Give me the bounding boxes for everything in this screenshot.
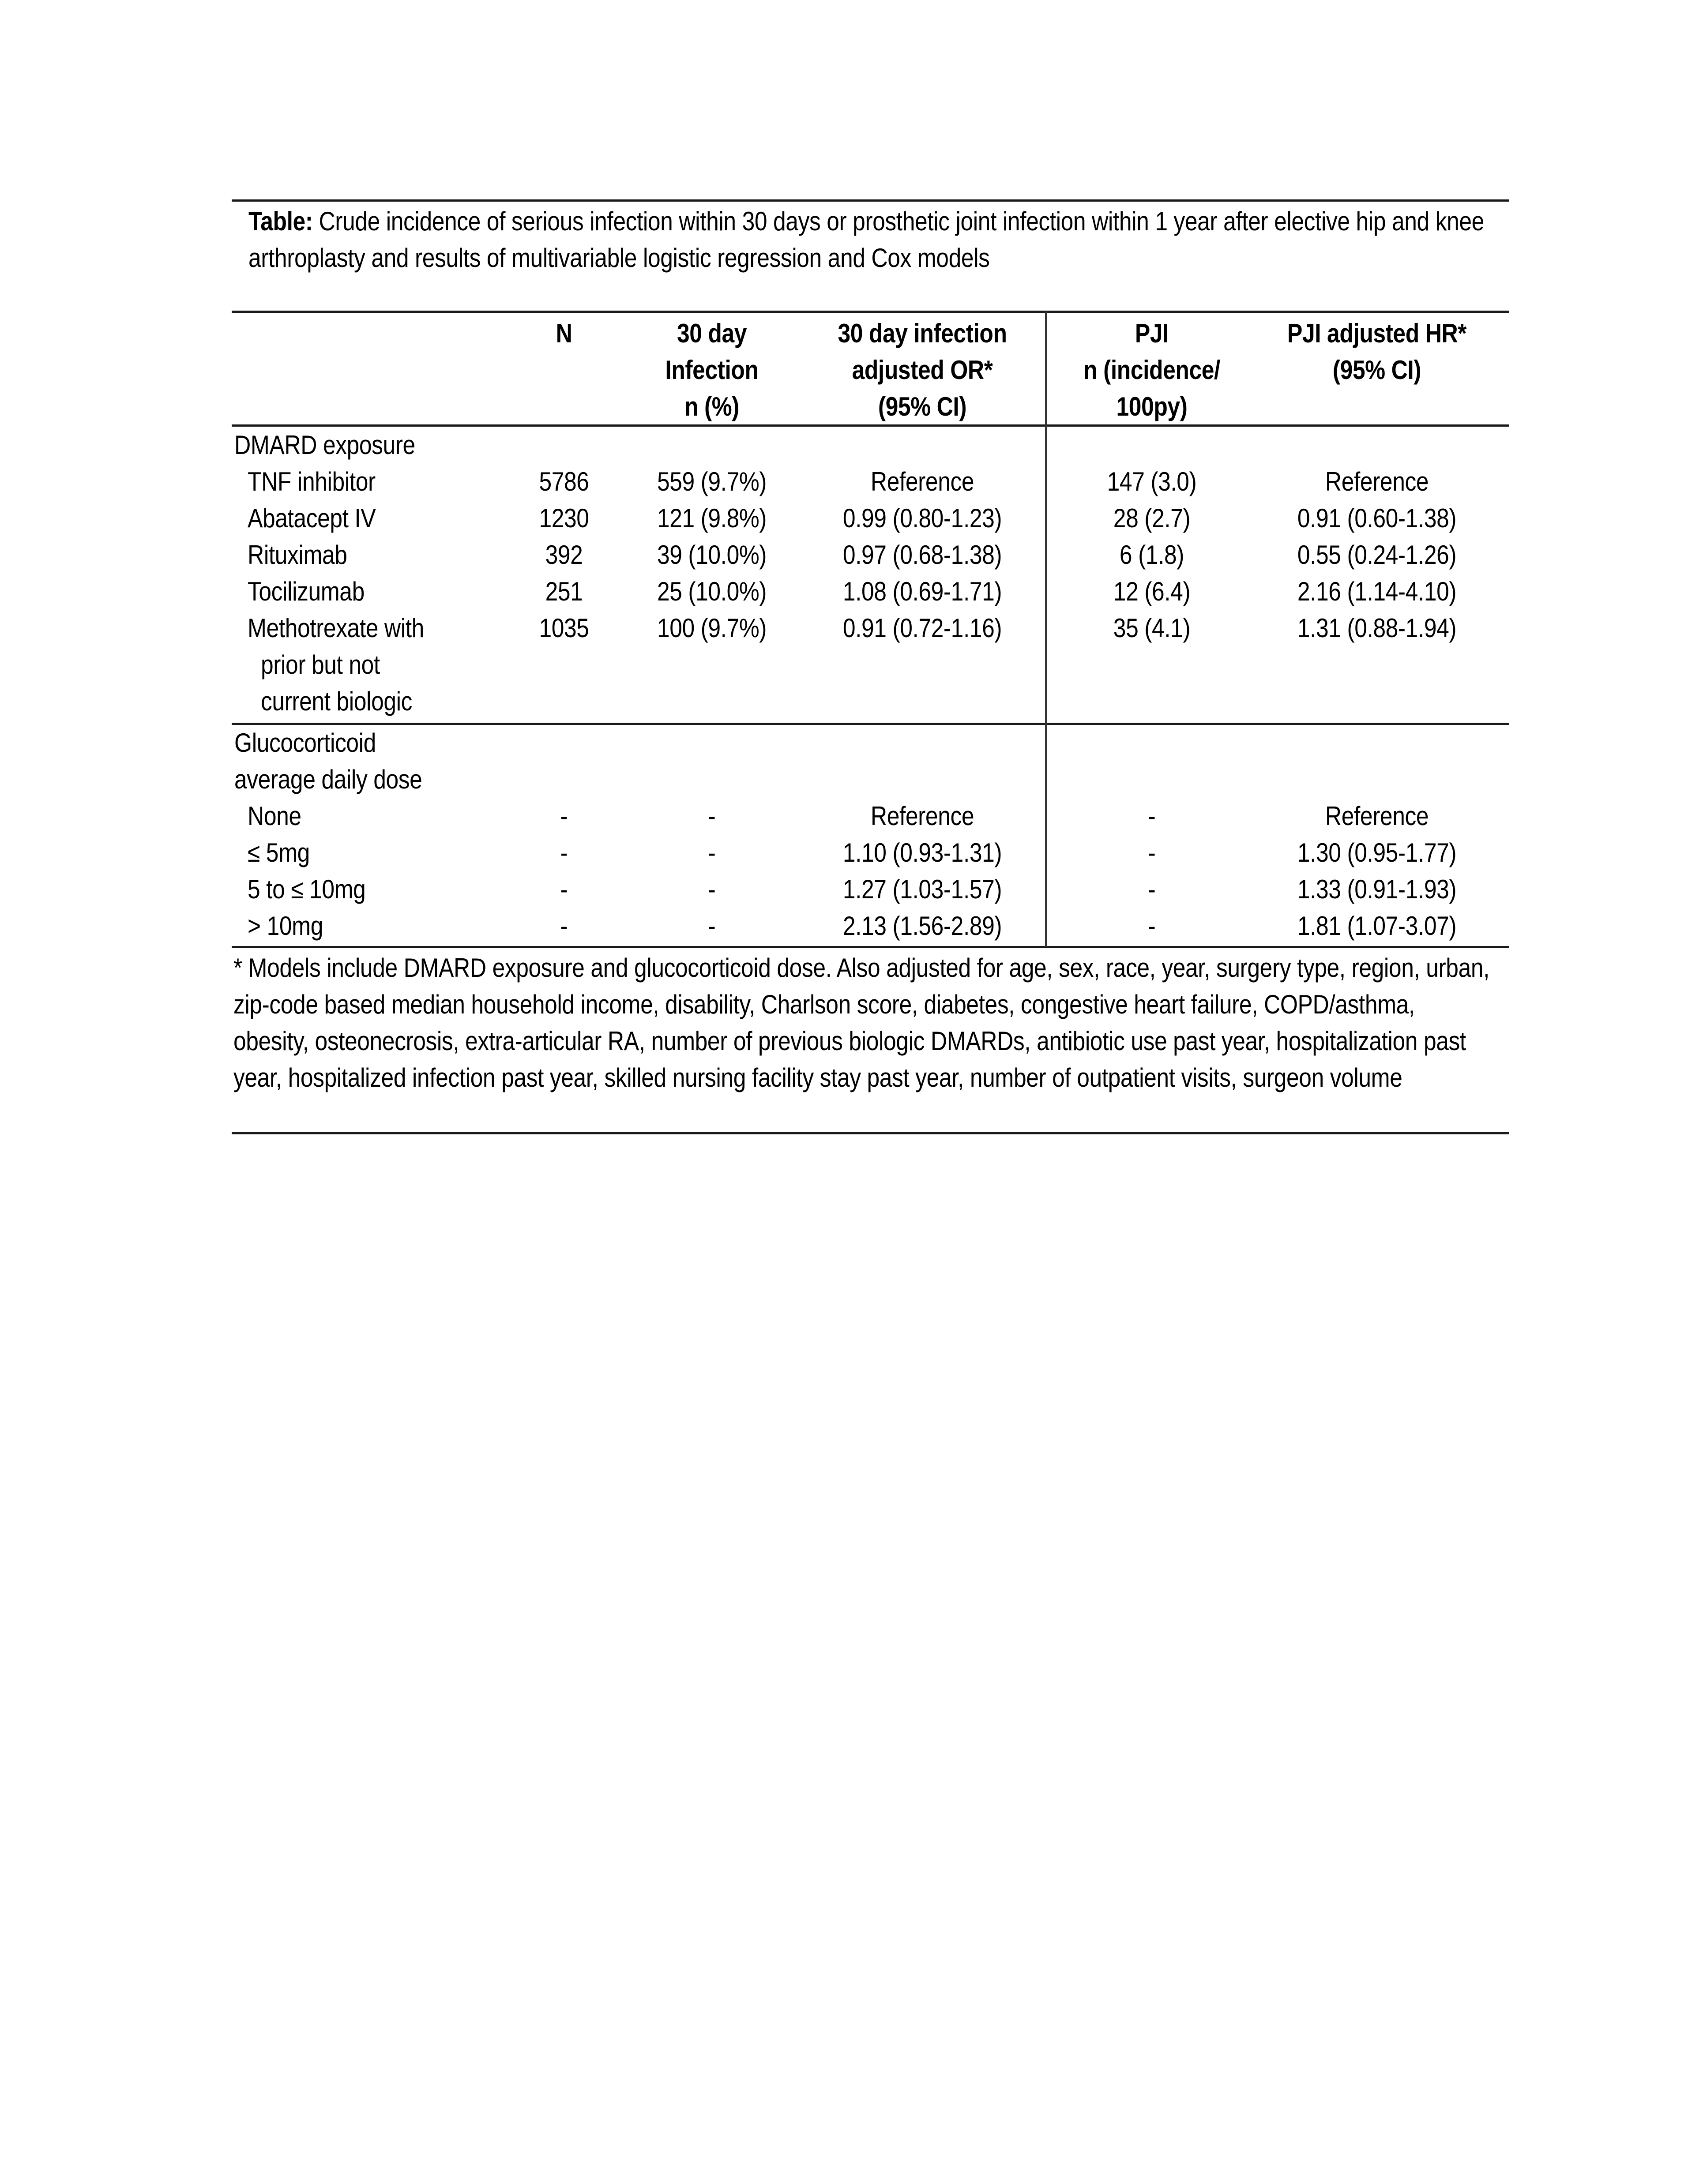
column-header-inf30: Infection bbox=[665, 355, 759, 385]
cell-or: 0.99 (0.80-1.23) bbox=[842, 503, 1002, 533]
cell-pji: 35 (4.1) bbox=[1113, 613, 1191, 643]
column-header-pji: n (incidence/ bbox=[1083, 355, 1220, 385]
cell-inf30: 100 (9.7%) bbox=[657, 613, 767, 643]
cell-inf30: 121 (9.8%) bbox=[657, 503, 767, 533]
column-header-hr: PJI adjusted HR* bbox=[1287, 319, 1467, 348]
section-title: Glucocorticoid bbox=[234, 728, 376, 758]
cell-or: Reference bbox=[870, 467, 974, 496]
cell-n: 392 bbox=[545, 540, 583, 570]
cell-n: 5786 bbox=[539, 467, 589, 496]
cell-inf30: 39 (10.0%) bbox=[657, 540, 767, 570]
cell-or: 1.10 (0.93-1.31) bbox=[842, 838, 1002, 867]
column-header-pji: PJI bbox=[1135, 319, 1169, 348]
section-title: average daily dose bbox=[234, 765, 422, 794]
cell-hr: Reference bbox=[1325, 801, 1429, 831]
cell-n: - bbox=[560, 874, 568, 904]
cell-or: Reference bbox=[870, 801, 974, 831]
column-header-inf30: 30 day bbox=[677, 319, 747, 348]
cell-hr: 1.31 (0.88-1.94) bbox=[1297, 613, 1457, 643]
column-header-inf30: n (%) bbox=[684, 392, 739, 421]
row-label: Tocilizumab bbox=[248, 577, 365, 606]
cell-n: - bbox=[560, 801, 568, 831]
cell-n: 251 bbox=[545, 577, 583, 606]
column-header-or: (95% CI) bbox=[878, 392, 967, 421]
row-label: Methotrexate with bbox=[248, 613, 424, 643]
row-label: Rituximab bbox=[248, 540, 347, 570]
caption-text: Crude incidence of serious infection within 30 days or prosthetic joint infection within 1 year after elective hip and knee arthroplasty and results of multivariable logistic regression and Cox models bbox=[248, 206, 1484, 273]
cell-inf30: - bbox=[708, 874, 716, 904]
row-label: 5 to ≤ 10mg bbox=[248, 874, 366, 904]
column-header-n: N bbox=[556, 319, 572, 348]
cell-inf30: 559 (9.7%) bbox=[657, 467, 767, 496]
row-label: ≤ 5mg bbox=[248, 838, 310, 867]
cell-inf30: - bbox=[708, 911, 716, 941]
table-caption bbox=[248, 203, 1501, 276]
cell-inf30: - bbox=[708, 801, 716, 831]
column-header-or: adjusted OR* bbox=[852, 355, 993, 385]
cell-hr: 1.81 (1.07-3.07) bbox=[1297, 911, 1457, 941]
section-title: DMARD exposure bbox=[234, 430, 415, 460]
cell-hr: 1.33 (0.91-1.93) bbox=[1297, 874, 1457, 904]
row-label: Abatacept IV bbox=[248, 503, 376, 533]
cell-n: 1035 bbox=[539, 613, 589, 643]
table-bottom-rule bbox=[232, 946, 1509, 948]
cell-pji: 6 (1.8) bbox=[1119, 540, 1184, 570]
caption-label: Table: bbox=[248, 206, 313, 236]
cell-n: - bbox=[560, 911, 568, 941]
column-header-or: 30 day infection bbox=[838, 319, 1007, 348]
row-label: None bbox=[248, 801, 301, 831]
cell-pji: - bbox=[1148, 838, 1156, 867]
cell-pji: - bbox=[1148, 874, 1156, 904]
cell-hr: 0.55 (0.24-1.26) bbox=[1297, 540, 1457, 570]
section-divider-rule bbox=[232, 723, 1509, 725]
cell-or: 2.13 (1.56-2.89) bbox=[842, 911, 1002, 941]
cell-hr: Reference bbox=[1325, 467, 1429, 496]
table-top-rule bbox=[232, 199, 1509, 202]
cell-pji: - bbox=[1148, 801, 1156, 831]
header-top-rule bbox=[232, 311, 1509, 313]
cell-or: 0.97 (0.68-1.38) bbox=[842, 540, 1002, 570]
cell-hr: 0.91 (0.60-1.38) bbox=[1297, 503, 1457, 533]
cell-pji: - bbox=[1148, 911, 1156, 941]
cell-inf30: 25 (10.0%) bbox=[657, 577, 767, 606]
row-label: prior but not bbox=[261, 650, 380, 679]
cell-hr: 2.16 (1.14-4.10) bbox=[1297, 577, 1457, 606]
cell-or: 1.27 (1.03-1.57) bbox=[842, 874, 1002, 904]
cell-pji: 12 (6.4) bbox=[1113, 577, 1191, 606]
column-header-pji: 100py) bbox=[1116, 392, 1188, 421]
cell-or: 0.91 (0.72-1.16) bbox=[842, 613, 1002, 643]
row-label: > 10mg bbox=[248, 911, 323, 941]
cell-n: 1230 bbox=[539, 503, 589, 533]
column-header-hr: (95% CI) bbox=[1332, 355, 1421, 385]
cell-inf30: - bbox=[708, 838, 716, 867]
cell-pji: 147 (3.0) bbox=[1107, 467, 1197, 496]
row-label: current biologic bbox=[261, 687, 413, 716]
cell-pji: 28 (2.7) bbox=[1113, 503, 1191, 533]
footnote-bottom-rule bbox=[232, 1132, 1509, 1134]
table-footnote: * Models include DMARD exposure and glucocorticoid dose. Also adjusted for age, sex, race, year, surgery type, region, urban, zip-code based median household income, disability, Charlson score, diabetes, congestive heart failure, COPD/asthma, obesity, osteonecrosis, extra-articular RA, number of previous biologic DMARDs, antibiotic use past year, hospitalization past year, hospitalized infection past year, skilled nursing facility stay past year, number of outpatient visits, surgeon volume bbox=[233, 953, 1490, 1092]
row-label: TNF inhibitor bbox=[248, 467, 376, 496]
cell-hr: 1.30 (0.95-1.77) bbox=[1297, 838, 1457, 867]
cell-or: 1.08 (0.69-1.71) bbox=[842, 577, 1002, 606]
cell-n: - bbox=[560, 838, 568, 867]
